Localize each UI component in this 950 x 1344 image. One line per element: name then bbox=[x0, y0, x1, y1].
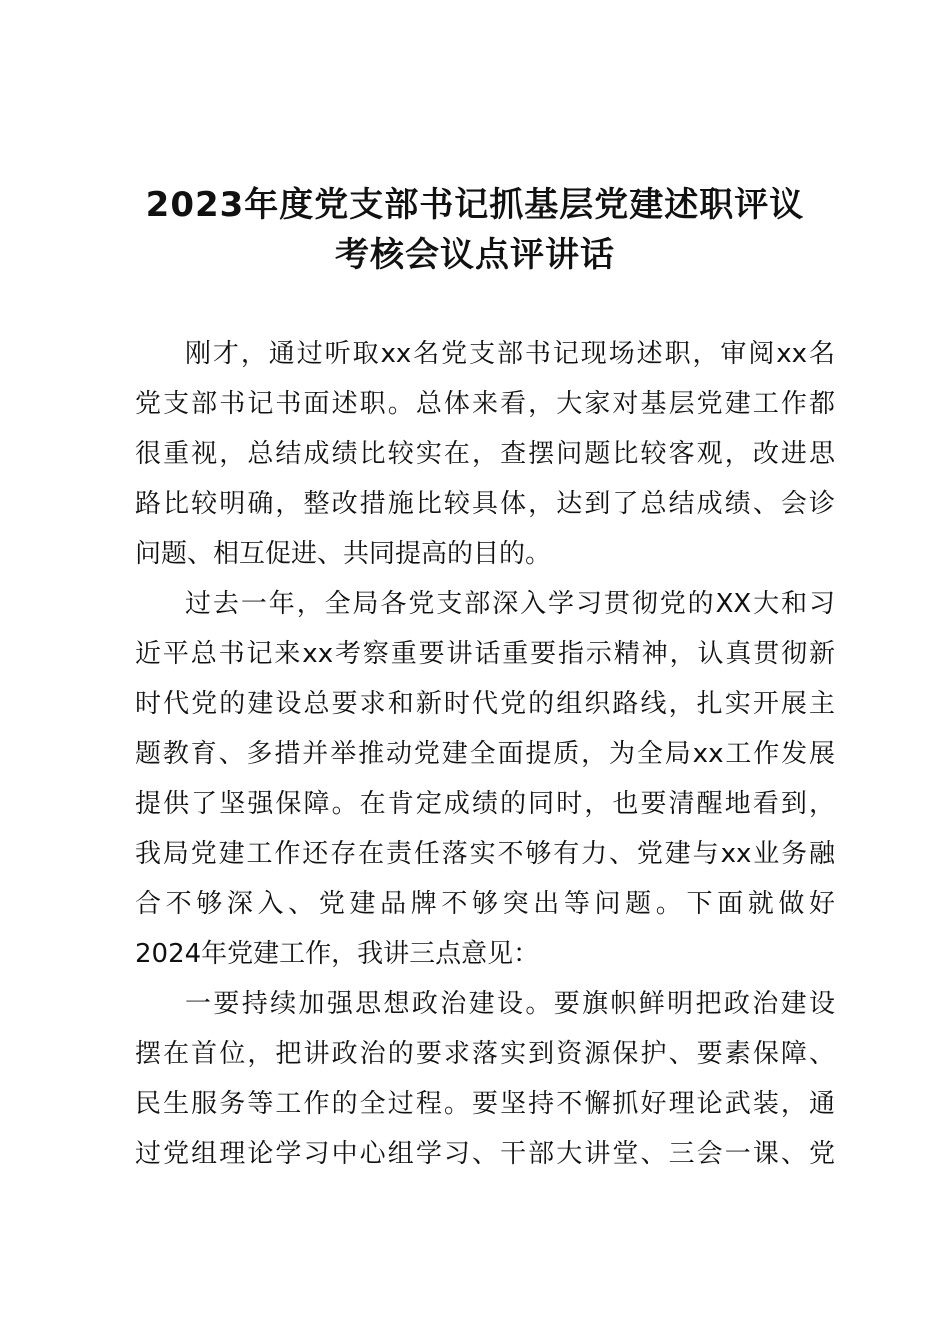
paragraph-2-line-2: 近平总书记来xx考察重要讲话重要指示精神，认真贯彻新 bbox=[135, 639, 835, 669]
paragraph-3-line-3: 民生服务等工作的全过程。要坚持不懈抓好理论武装，通 bbox=[135, 1089, 835, 1119]
paragraph-2-line-5: 提供了坚强保障。在肯定成绩的同时，也要清醒地看到， bbox=[135, 789, 835, 819]
paragraph-2-line-7: 合不够深入、党建品牌不够突出等问题。下面就做好 bbox=[135, 889, 835, 919]
paragraph-1-line-5: 问题、相互促进、共同提高的目的。 bbox=[135, 539, 552, 569]
document-title-line-1: 2023年度党支部书记抓基层党建述职评议 bbox=[145, 185, 805, 225]
paragraph-3-line-4: 过党组理论学习中心组学习、干部大讲堂、三会一课、党 bbox=[135, 1139, 835, 1169]
paragraph-1-line-3: 很重视，总结成绩比较实在，查摆问题比较客观，改进思 bbox=[135, 439, 835, 469]
paragraph-2-line-3: 时代党的建设总要求和新时代党的组织路线，扎实开展主 bbox=[135, 689, 835, 719]
document-title-line-2: 考核会议点评讲话 bbox=[335, 235, 615, 275]
paragraph-2-line-8: 2024年党建工作，我讲三点意见： bbox=[135, 939, 540, 969]
paragraph-2-line-6: 我局党建工作还存在责任落实不够有力、党建与xx业务融 bbox=[135, 839, 835, 869]
paragraph-2-line-4: 题教育、多措并举推动党建全面提质，为全局xx工作发展 bbox=[135, 739, 835, 769]
paragraph-3-line-2: 摆在首位，把讲政治的要求落实到资源保护、要素保障、 bbox=[135, 1039, 835, 1069]
paragraph-2-line-1: 过去一年，全局各党支部深入学习贯彻党的XX大和习 bbox=[185, 589, 835, 619]
paragraph-1-line-1: 刚才，通过听取xx名党支部书记现场述职，审阅xx名 bbox=[185, 339, 835, 369]
paragraph-1-line-4: 路比较明确，整改措施比较具体，达到了总结成绩、会诊 bbox=[135, 489, 835, 519]
paragraph-3-line-1: 一要持续加强思想政治建设。要旗帜鲜明把政治建设 bbox=[185, 989, 835, 1019]
paragraph-1-line-2: 党支部书记书面述职。总体来看，大家对基层党建工作都 bbox=[135, 389, 835, 419]
